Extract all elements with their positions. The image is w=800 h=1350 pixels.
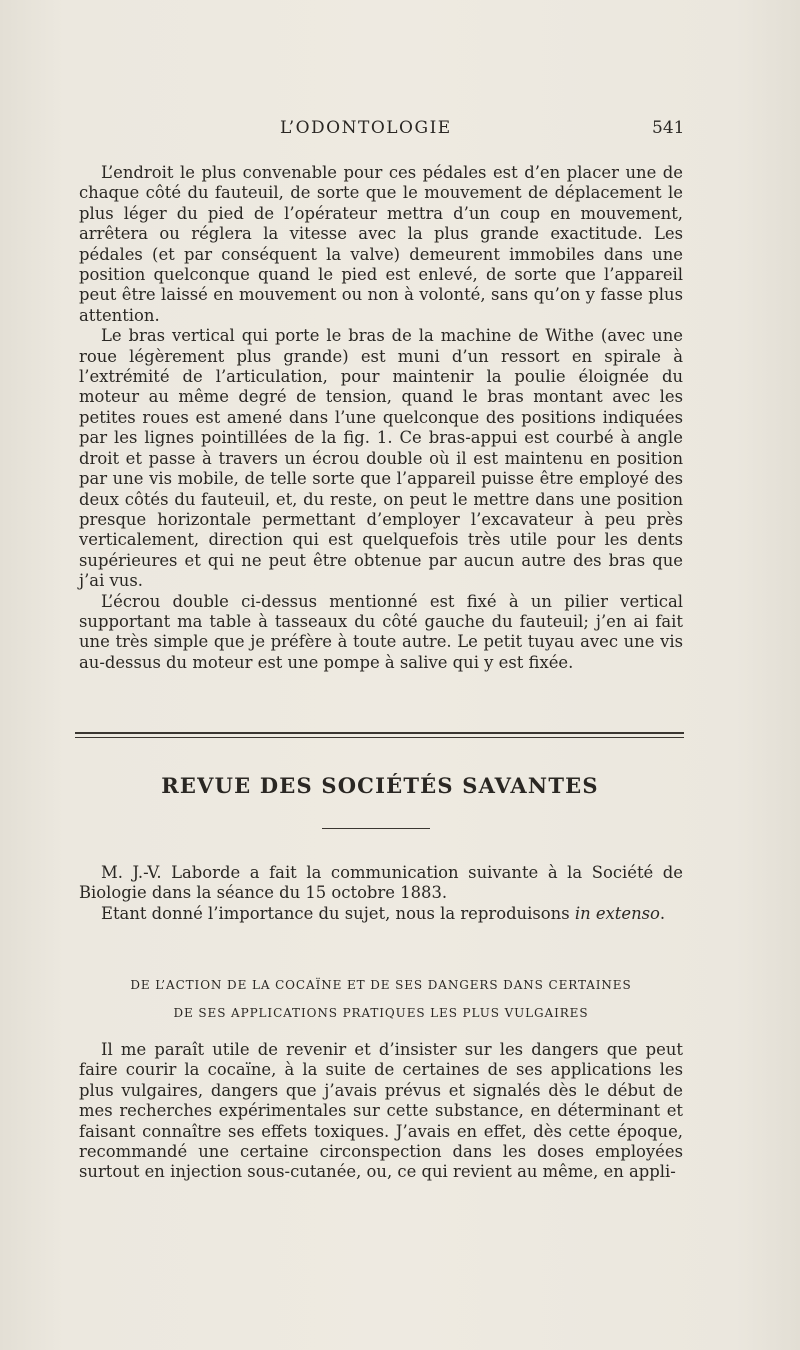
paragraph-end: . [659,903,666,923]
paragraph: L’endroit le plus convenable pour ces pédales est d’en placer une de chaque côté du fauteuil, de sorte que le mouvement de déplacement le plus léger du pied de l’opérateur mettra d’un coup en mouvement, arrêtera ou réglera la vitesse avec la plus grande exactitude. Les pédales (et par conséquent la valve) demeurent immobiles dans une position quelconque quand le pied est enlevé, de sorte que l’appareil peut être laissé en mouvement ou non à volonté, sans qu’on y fasse plus attention. [79,163,683,325]
paragraph: Il me paraît utile de revenir et d’insister sur les dangers que peut faire courir la cocaïne, à la suite de certaines de ses applications les plus vulgaires, dangers que j’avais prévus et signalés dès le début de mes recherches expérimentales sur cette substance, en déterminant et faisant connaître ses effets toxiques. J’avais en effet, dès cette époque, recommandé une certaine circonspection dans les doses employées surtout en injection sous-cutanée, ou, ce qui revient au même, en appli- [79,1040,683,1182]
text-block-article [79,1040,683,1183]
paragraph: M. J.-V. Laborde a fait la communication suivante à la Société de Biologie dans la séance du 15 octobre 1883. [79,863,683,903]
article-title-line-1: DE L’ACTION DE LA COCAÏNE ET DE SES DANGERS DANS CERTAINES [130,978,632,992]
text-block-intro [79,863,683,924]
paragraph: L’écrou double ci-dessus mentionné est fixé à un pilier vertical supportant ma table à tasseaux du côté gauche du fauteuil; j’en ai fait une très simple que je préfère à toute autre. Le petit tuyau avec une vis au-dessus du moteur est une pompe à salive qui y est fixée. [79,591,683,672]
page-number: 541 [652,118,685,138]
paragraph-text: Etant donné l’importance du sujet, nous la reproduisons [101,903,575,923]
paragraph: Le bras vertical qui porte le bras de la machine de Withe (avec une roue légèrement plus grande) est muni d’un ressort en spirale à l’extrémité de l’articulation, pour maintenir la poulie éloignée du moteur au même degré de tension, quand le bras montant avec les petites roues est amené dans l’une quelconque des positions indiquées par les lignes pointillées de la fig. 1. Ce bras-appui est courbé à angle droit et passe à travers un écrou double où il est maintenu en position par une vis mobile, de telle sorte que l’appareil puisse être employé des deux côtés du fauteuil, et, du reste, on peut le mettre dans une position presque horizontale permettant d’employer l’excavateur à peu près verticalement, direction qui est quelquefois très utile pour les dents supérieures et qui ne peut être obtenue par aucun autre des bras que j’ai vus. [79,326,683,591]
text-block-pedals [79,163,683,673]
section-title: REVUE DES SOCIÉTÉS SAVANTES [161,773,599,798]
section-divider [75,732,684,738]
running-head [0,118,800,142]
article-title-line-2: DE SES APPLICATIONS PRATIQUES LES PLUS VULGAIRES [173,1006,589,1020]
italic-phrase: in extenso [574,903,660,923]
title-underline [322,828,430,829]
running-title: L’ODONTOLOGIE [280,118,452,138]
paragraph [79,904,683,924]
